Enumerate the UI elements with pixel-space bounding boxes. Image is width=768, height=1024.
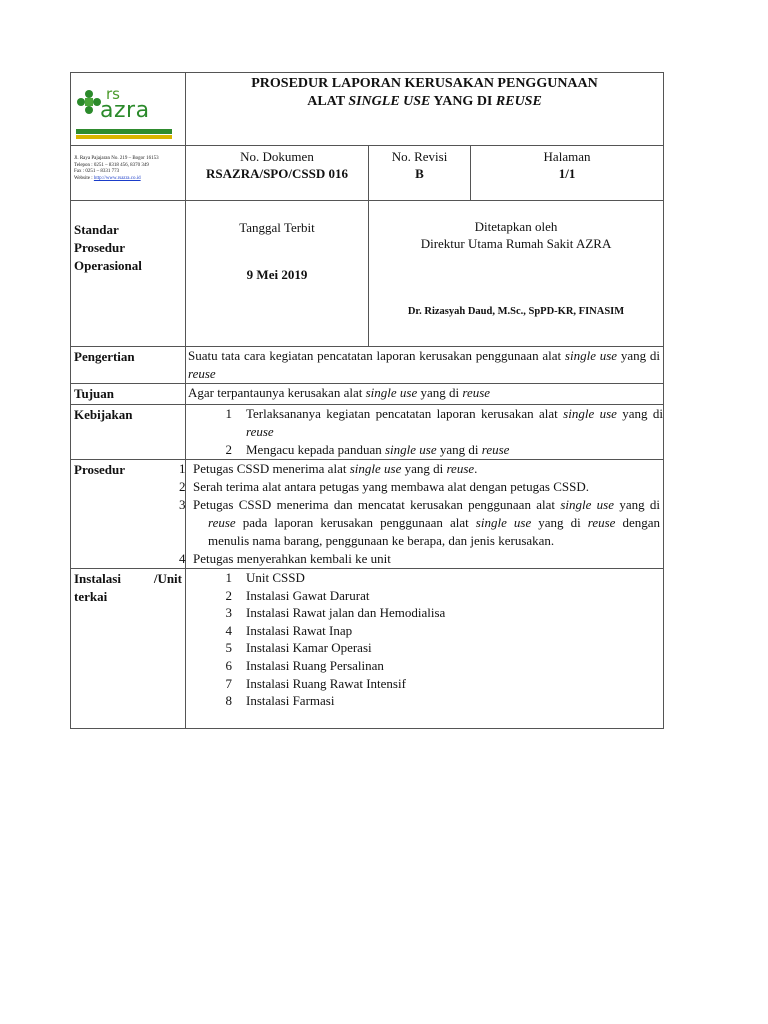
halaman-label: Halaman — [543, 149, 591, 164]
no-revisi-label: No. Revisi — [391, 149, 448, 164]
instalasi-item: 4 Instalasi Rawat Inap — [225, 622, 353, 638]
instalasi-item: 5 Instalasi Kamar Operasi — [225, 640, 372, 656]
address-cell — [71, 146, 186, 201]
title-line-1: PROSEDUR LAPORAN KERUSAKAN PENGGUNAAN — [251, 76, 598, 91]
logo-rs-text: rs — [106, 85, 120, 103]
kebijakan-label: Kebijakan — [74, 407, 133, 422]
tanggal-terbit-cell — [186, 201, 369, 347]
rs-azra-logo — [74, 85, 174, 141]
kebijakan-list-cell — [186, 405, 664, 460]
prosedur-label: Prosedur — [74, 462, 126, 477]
prosedur-list-cell — [179, 460, 664, 569]
kebijakan-list — [186, 405, 663, 459]
logo-green-stripe — [76, 129, 172, 134]
tanggal-terbit-value: 9 Mei 2019 — [246, 267, 308, 282]
document-title-cell — [186, 73, 664, 146]
pengertian-text-cell — [186, 347, 664, 384]
ditetapkan-oleh: Ditetapkan oleh Direktur Utama Rumah Sakit AZRA — [420, 219, 612, 251]
instalasi-item: 3 Instalasi Rawat jalan dan Hemodialisa — [225, 605, 446, 621]
kebijakan-label-cell — [71, 405, 186, 460]
title-line-2: ALAT SINGLE USE YANG DI REUSE — [307, 94, 542, 109]
kebijakan-item: 1 Terlaksananya kegiatan pencatatan laporan kerusakan alat single use yang di reuse — [225, 406, 664, 439]
logo-cell — [71, 73, 186, 146]
tujuan-text-cell — [186, 384, 664, 405]
no-dokumen-cell — [186, 146, 369, 201]
sop-table — [70, 72, 664, 729]
sop-document — [70, 72, 663, 729]
sop-label: Standar Prosedur Operasional — [74, 222, 142, 273]
kebijakan-item: 2 Mengacu kepada panduan single use yang di reuse — [225, 442, 510, 457]
instalasi-item: 1 Unit CSSD — [225, 570, 305, 585]
website-link[interactable]: http://www.rsazra.co.id — [93, 175, 141, 181]
halaman-cell — [471, 146, 664, 201]
tanggal-terbit-label: Tanggal Terbit — [239, 220, 315, 235]
prosedur-item: 1 Petugas CSSD menerima alat single use yang di reuse. — [179, 461, 478, 476]
prosedur-item: 4 Petugas menyerahkan kembali ke unit — [179, 551, 391, 566]
hospital-cross-icon — [76, 89, 102, 115]
pengertian-label-cell — [71, 347, 186, 384]
logo-azra-text: azra — [100, 98, 150, 123]
document-title — [186, 73, 663, 111]
no-dokumen-label: No. Dokumen — [240, 149, 314, 164]
no-revisi-cell — [369, 146, 471, 201]
no-revisi-value: B — [415, 166, 424, 181]
logo-yellow-stripe — [76, 135, 172, 139]
signatory-name: Dr. Rizasyah Daud, M.Sc., SpPD-KR, FINASIM — [407, 306, 625, 317]
tujuan-label: Tujuan — [74, 386, 114, 401]
ditetapkan-cell — [369, 201, 664, 347]
prosedur-list — [179, 460, 663, 568]
instalasi-label-cell — [71, 569, 186, 729]
instalasi-item: 6 Instalasi Ruang Persalinan — [225, 657, 384, 673]
instalasi-list-cell — [186, 569, 664, 729]
tujuan-text: Agar terpantaunya kerusakan alat single use yang di reuse — [188, 385, 491, 400]
pengertian-text: Suatu tata cara kegiatan pencatatan laporan kerusakan penggunaan alat single use yang di reuse — [188, 348, 661, 381]
prosedur-label-cell — [71, 460, 186, 569]
prosedur-item: 2 Serah terima alat antara petugas yang membawa alat dengan petugas CSSD. — [179, 479, 590, 494]
instalasi-label: Instalasi /Unit terkai — [74, 571, 182, 604]
halaman-value: 1/1 — [558, 166, 576, 181]
instalasi-item: 7 Instalasi Ruang Rawat Intensif — [225, 675, 406, 691]
instalasi-item: 8 Instalasi Farmasi — [225, 693, 335, 709]
hospital-address: Jl. Raya Pajajaran No. 219 – Bogor 16153 Telepon : 0251 – 8318 456, 8370 349 Fax : 0251 – 8331 773 Website : http://www.rsazra.co.id — [74, 156, 159, 181]
prosedur-item: 3 Petugas CSSD menerima dan mencatat kerusakan penggunaan alat single use yang di reuse pada laporan kerusakan penggunaan alat single use yang di reuse dengan menulis nama barang, penggunaan ke berapa, dan jenis kerusakan. — [179, 497, 661, 548]
tujuan-label-cell — [71, 384, 186, 405]
sop-label-cell — [71, 201, 186, 347]
instalasi-list — [186, 569, 663, 710]
pengertian-label: Pengertian — [74, 349, 135, 364]
instalasi-item: 2 Instalasi Gawat Darurat — [225, 587, 370, 603]
no-dokumen-value: RSAZRA/SPO/CSSD 016 — [206, 166, 348, 181]
